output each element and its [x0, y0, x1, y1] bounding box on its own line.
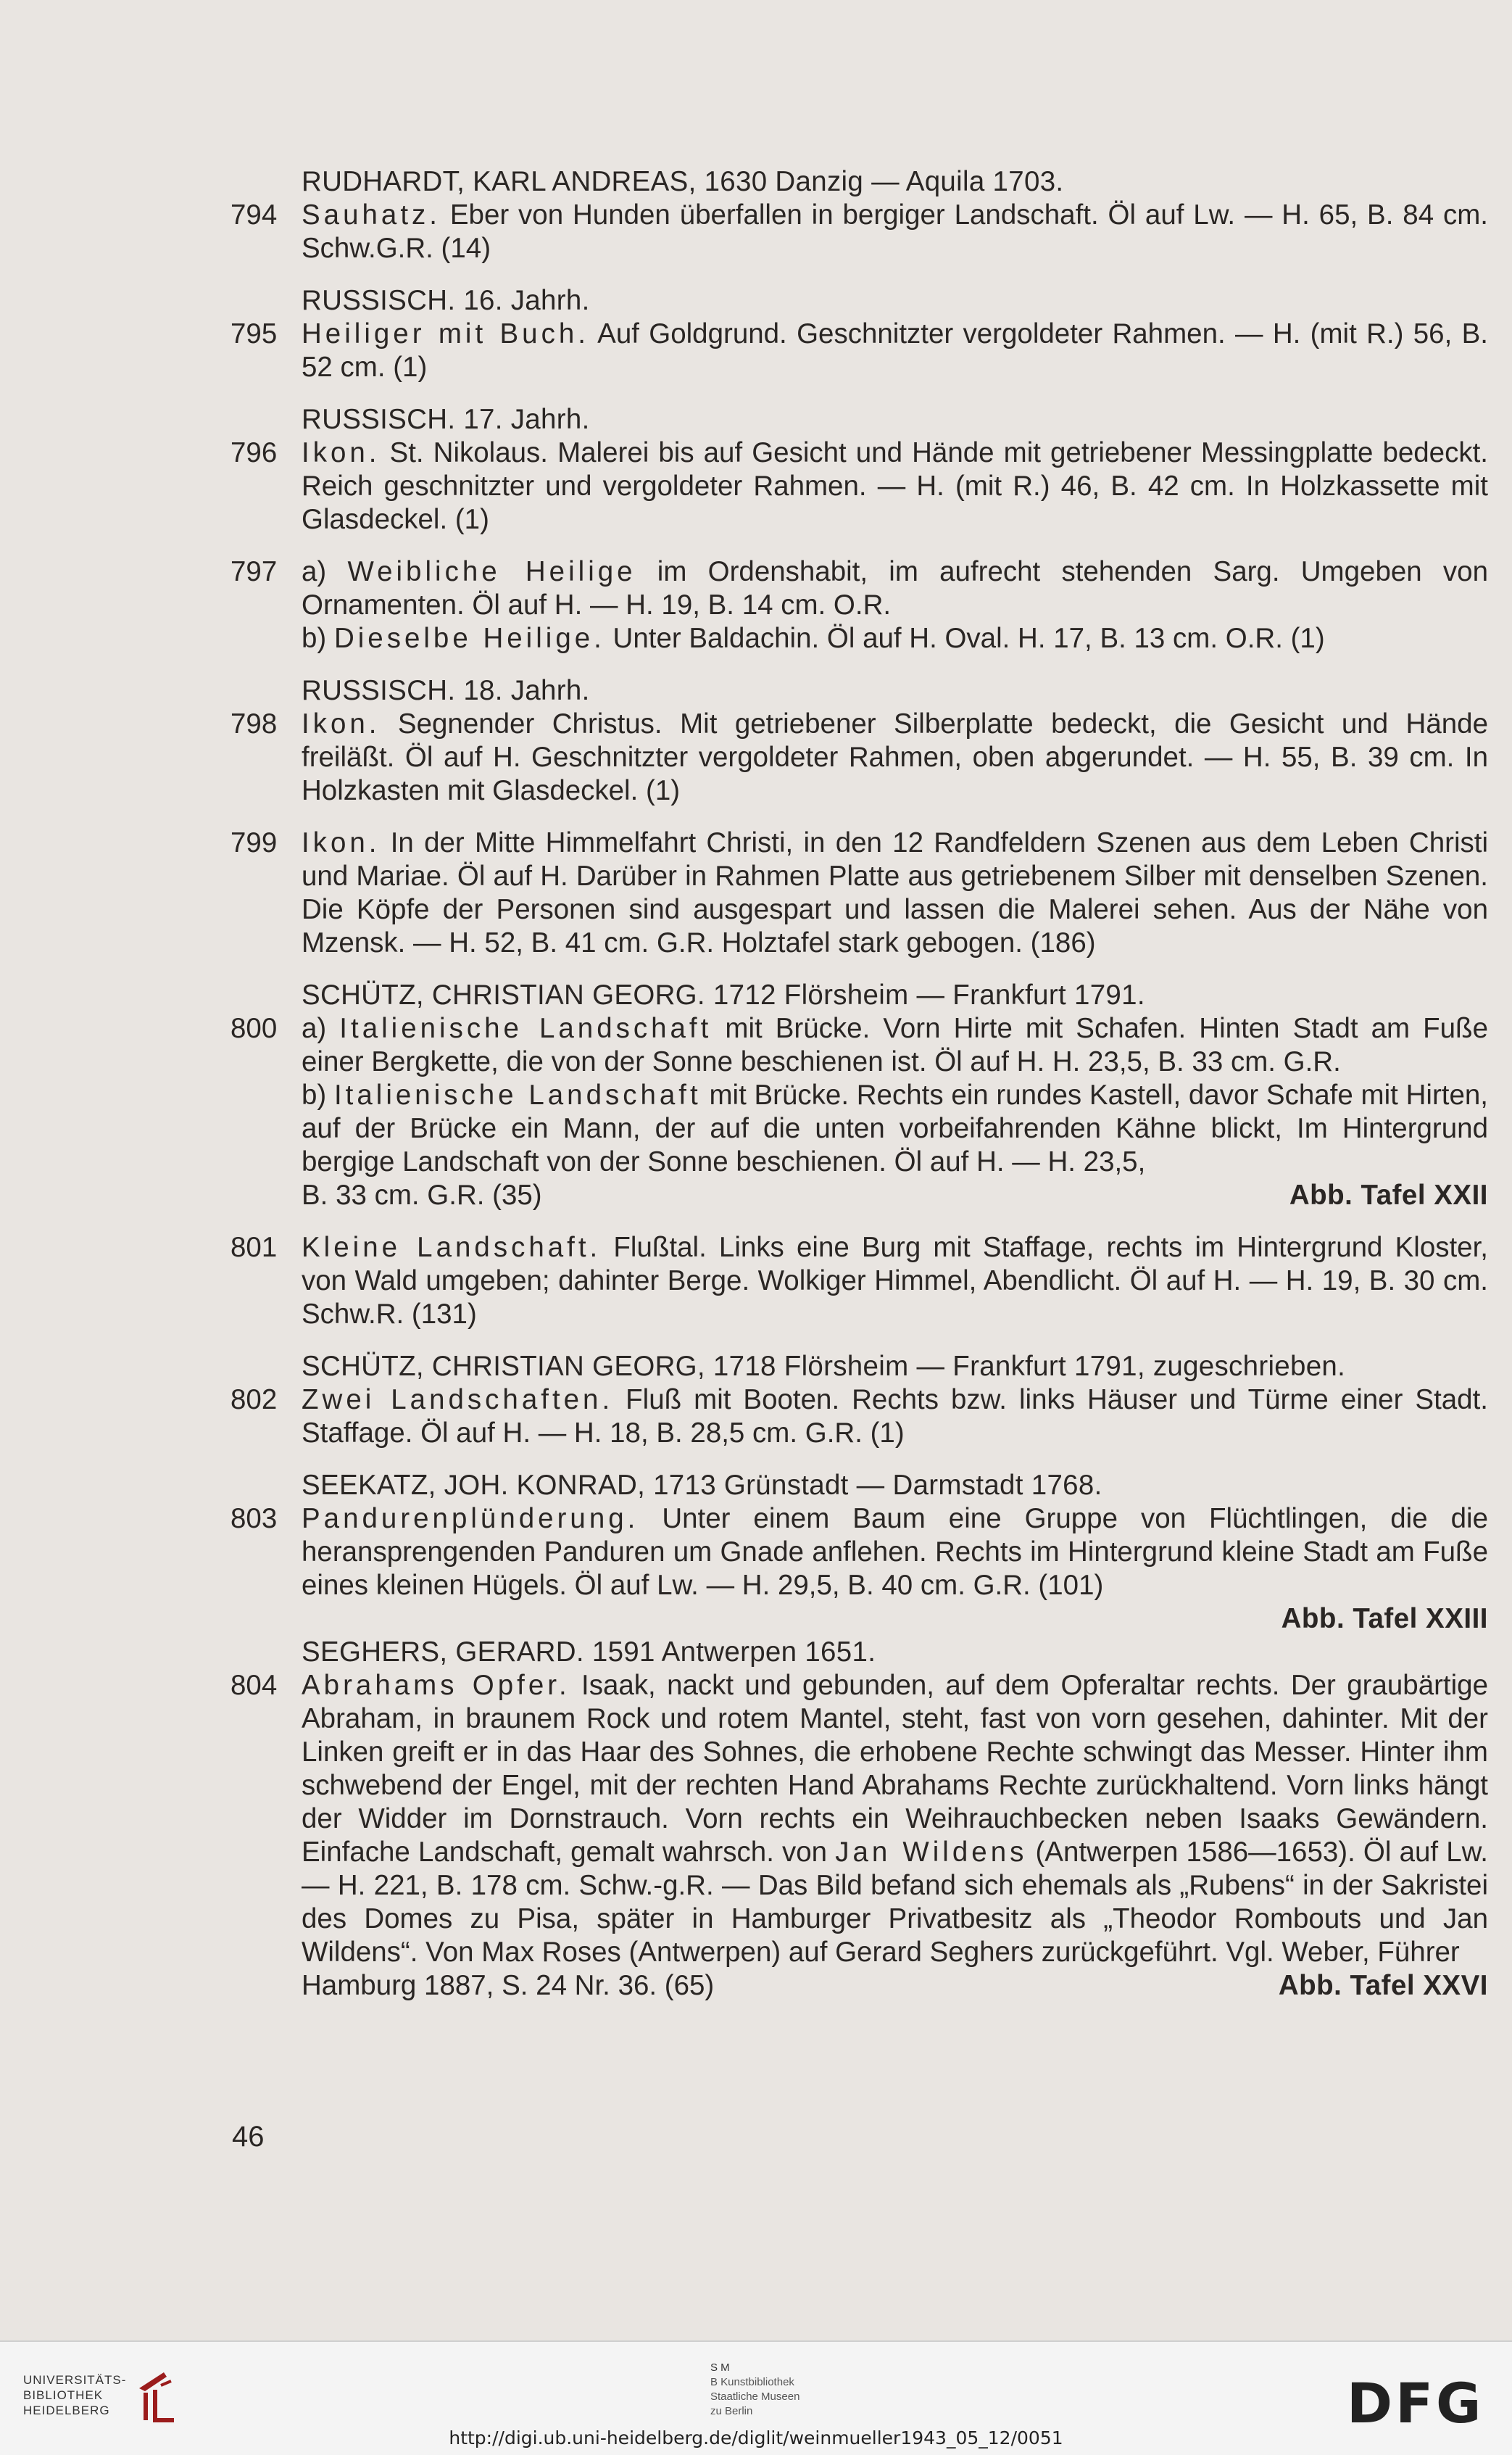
entry-tail: Hamburg 1887, S. 24 Nr. 36. (65) — [302, 1970, 715, 2001]
entry-body — [302, 1079, 1488, 1212]
entry-description: Eber von Hunden überfallen in bergiger Landschaft. Öl auf Lw. — H. 65, B. 84 cm. Schw.G.R. (14) — [302, 199, 1488, 264]
permalink-url[interactable]: http://digi.ub.uni-heidelberg.de/diglit/weinmueller1943_05_12/0051 — [449, 2427, 1063, 2448]
sub-item-marker: b) — [302, 1080, 334, 1111]
smb-line-2: B Kunstbibliothek — [710, 2376, 794, 2388]
catalog-entry — [230, 1231, 1488, 1331]
entry-description: St. Nikolaus. Malerei bis auf Gesicht und Hände mit getriebener Messingplatte bedeckt. Reich geschnitzter und vergoldeter Rahmen. — H. (mit R.) 46, B. 42 cm. In Holzkassette mit Glasdeckel. (1) — [302, 437, 1488, 535]
artwork-title: Heiliger mit Buch. — [302, 318, 589, 349]
plate-reference: Abb. Tafel XXIII — [1281, 1603, 1488, 1634]
footer-bar — [0, 2340, 1512, 2455]
entry-description: In der Mitte Himmelfahrt Christi, in den 12 Randfeldern Szenen aus dem Leben Christi und Mariae. Öl auf H. Darüber in Rahmen Platte aus getriebenem Silber mit denselben Szenen. Die Köpfe der Personen sind ausgespart und lassen die Malerei sehen. Aus der Nähe von Mzensk. — H. 52, B. 41 cm. G.R. Holztafel stark gebogen. (186) — [302, 827, 1488, 959]
plate-reference: Abb. Tafel XXII — [1289, 1180, 1488, 1211]
entry-body — [302, 827, 1488, 960]
dfg-logo[interactable]: DFG — [1347, 2371, 1484, 2435]
catalog-entry — [230, 555, 1488, 622]
catalog-entry — [230, 1012, 1488, 1079]
painter-name: Jan Wildens — [835, 1837, 1028, 1868]
artist-heading: SCHÜTZ, CHRISTIAN GEORG. 1712 Flörsheim — Frankfurt 1791. — [302, 980, 1145, 1011]
artwork-title: Sauhatz. — [302, 199, 441, 231]
entry-description: Unter einem Baum eine Gruppe von Flüchtlingen, die die heransprengenden Panduren um Gnade anflehen. Rechts im Hintergrund kleine Stadt am Fuße eines kleinen Hügels. Öl auf Lw. — H. 29,5, B. 40 cm. G.R. (101) — [302, 1503, 1488, 1601]
artist-heading: SEEKATZ, JOH. KONRAD, 1713 Grünstadt — Darmstadt 1768. — [302, 1470, 1102, 1501]
entry-body — [302, 1012, 1488, 1079]
page-number: 46 — [232, 2121, 265, 2153]
university-library-logo-text[interactable] — [23, 2372, 126, 2418]
entry-description: Segnender Christus. Mit getriebener Silberplatte bedeckt, die Gesicht und Hände freiläßt. Öl auf H. Geschnitzter vergoldeter Rahmen, oben abgerundet. — H. 55, B. 39 cm. In Holzkasten mit Glasdeckel. (1) — [302, 708, 1488, 806]
entry-description: Isaak, nackt und gebunden, auf dem Opferaltar rechts. Der graubärtige Abraham, in braunem Rock und rotem Mantel, steht, fast von vorn gesehen, dahinter. Mit der Linken greift er in das Haar des Sohnes, die erhobene Rechte schwingt das Messer. Hinter ihm schwebend der Engel, mit der rechten Hand Abrahams Rechte zurückhaltend. Vorn links hängt der Widder im Dornstrauch. Vorn rechts ein Weihrauchbecken neben Isaaks Gewändern. Einfache Landschaft, gemalt wahrsch. von — [302, 1670, 1488, 1868]
entry-body — [302, 1383, 1488, 1450]
artist-heading: SEGHERS, GERARD. 1591 Antwerpen 1651. — [302, 1636, 876, 1668]
lot-number: 803 — [230, 1503, 278, 1534]
artwork-title: Pandurenplünderung. — [302, 1503, 639, 1534]
artwork-title: Ikon. — [302, 437, 381, 468]
sub-item-marker: a) — [302, 556, 348, 587]
lot-number: 800 — [230, 1013, 278, 1044]
entry-description-continued: (Antwerpen 1586—1653). Öl auf Lw. — H. 221, B. 178 cm. Schw.-g.R. — Das Bild befand sich ehemals als „Rubens“ in der Sakristei des Domes zu Pisa, später in Hamburger Privatbesitz als „Theodor Rombouts und Jan Wildens“. Von Max Roses (Antwerpen) auf Gerard Seghers zurückgeführt. Vgl. Weber, Führer — [302, 1837, 1489, 1968]
entry-body — [302, 555, 1488, 622]
lot-number: 794 — [230, 199, 278, 231]
catalog-entry — [230, 1669, 1488, 2003]
entry-description: im Ordenshabit, im aufrecht stehenden Sarg. Umgeben von Ornamenten. Öl auf H. — H. 19, B. 14 cm. O.R. — [302, 556, 1488, 621]
entry-body — [302, 436, 1488, 537]
artist-heading: RUSSISCH. 18. Jahrh. — [302, 675, 590, 706]
artwork-title: Kleine Landschaft. — [302, 1232, 602, 1263]
entry-description: Unter Baldachin. Öl auf H. Oval. H. 17, B. 13 cm. O.R. (1) — [605, 623, 1325, 654]
entry-body — [302, 622, 1488, 655]
lot-number: 798 — [230, 708, 278, 740]
catalog-entry — [230, 708, 1488, 808]
entry-description: Fluß mit Booten. Rechts bzw. links Häuser und Türme einer Stadt. Staffage. Öl auf H. — H. 18, B. 28,5 cm. G.R. (1) — [302, 1384, 1488, 1449]
university-line-2: BIBLIOTHEK — [23, 2388, 104, 2402]
plate-reference: Abb. Tafel XXVI — [1278, 1970, 1488, 2001]
catalog-entry — [230, 318, 1488, 384]
lot-number: 796 — [230, 437, 278, 468]
artwork-title: Italienische Landschaft — [333, 1080, 702, 1111]
catalog-content — [230, 165, 1488, 2003]
entry-tail: B. 33 cm. G.R. (35) — [302, 1180, 542, 1211]
artist-heading: RUSSISCH. 16. Jahrh. — [302, 285, 590, 316]
sub-item-marker: b) — [302, 623, 334, 654]
smb-logo[interactable] — [710, 2361, 799, 2419]
artist-heading: RUSSISCH. 17. Jahrh. — [302, 404, 590, 435]
entry-last-line — [302, 1969, 1488, 2003]
smb-line-4: zu Berlin — [710, 2405, 753, 2417]
lot-number: 799 — [230, 827, 278, 858]
artwork-title: Weibliche Heilige — [347, 556, 636, 587]
entry-body — [302, 1669, 1488, 2003]
sub-item-marker: a) — [302, 1013, 340, 1044]
entry-body — [302, 1502, 1488, 1636]
artwork-title: Ikon. — [302, 827, 381, 858]
entry-last-line — [302, 1179, 1488, 1212]
entry-body — [302, 1231, 1488, 1331]
university-line-1: UNIVERSITÄTS- — [23, 2373, 127, 2387]
lot-number: 802 — [230, 1384, 278, 1415]
catalog-entry — [230, 199, 1488, 265]
lot-number: 801 — [230, 1232, 278, 1263]
catalog-entry — [230, 436, 1488, 537]
entry-description: mit Brücke. Rechts ein rundes Kastell, davor Schafe mit Hirten, auf der Brücke ein Mann, der auf die unten vorbeifahrenden Kähne blickt, Im Hintergrund bergige Landschaft von der Sonne beschienen. Öl auf H. — H. 23,5, — [302, 1080, 1488, 1177]
artist-heading: SCHÜTZ, CHRISTIAN GEORG, 1718 Flörsheim — Frankfurt 1791, zugeschrieben. — [302, 1351, 1346, 1382]
catalog-entry — [230, 1079, 1488, 1212]
smb-line-3: Staatliche Museen — [710, 2390, 800, 2403]
university-library-icon[interactable] — [135, 2368, 181, 2426]
artwork-title: Abrahams Opfer. — [302, 1670, 570, 1701]
university-line-3: HEIDELBERG — [23, 2404, 110, 2417]
entry-body — [302, 318, 1488, 384]
artwork-title: Dieselbe Heilige. — [333, 623, 605, 654]
lot-number: 804 — [230, 1670, 278, 1701]
catalog-entry — [230, 1383, 1488, 1450]
catalog-entry — [230, 1502, 1488, 1636]
smb-line-1: S M — [710, 2361, 730, 2374]
artwork-title: Ikon. — [302, 708, 381, 740]
entry-body — [302, 708, 1488, 808]
entry-description: Flußtal. Links eine Burg mit Staffage, rechts im Hintergrund Kloster, von Wald umgeben; dahinter Berge. Wolkiger Himmel, Abendlicht. Öl auf H. — H. 19, B. 30 cm. Schw.R. (131) — [302, 1232, 1488, 1330]
catalog-entry — [230, 622, 1488, 655]
lot-number: 795 — [230, 318, 278, 349]
artwork-title: Italienische Landschaft — [339, 1013, 713, 1044]
entry-body — [302, 199, 1488, 265]
entry-description: mit Brücke. Vorn Hirte mit Schafen. Hinten Stadt am Fuße einer Bergkette, die von der Sonne beschienen ist. Öl auf H. H. 23,5, B. 33 cm. G.R. — [302, 1013, 1488, 1077]
artist-heading: RUDHARDT, KARL ANDREAS, 1630 Danzig — Aquila 1703. — [302, 166, 1064, 197]
artwork-title: Zwei Landschaften. — [302, 1384, 614, 1415]
entry-description: Auf Goldgrund. Geschnitzter vergoldeter Rahmen. — H. (mit R.) 56, B. 52 cm. (1) — [302, 318, 1488, 383]
catalog-entry — [230, 827, 1488, 960]
lot-number: 797 — [230, 556, 278, 587]
